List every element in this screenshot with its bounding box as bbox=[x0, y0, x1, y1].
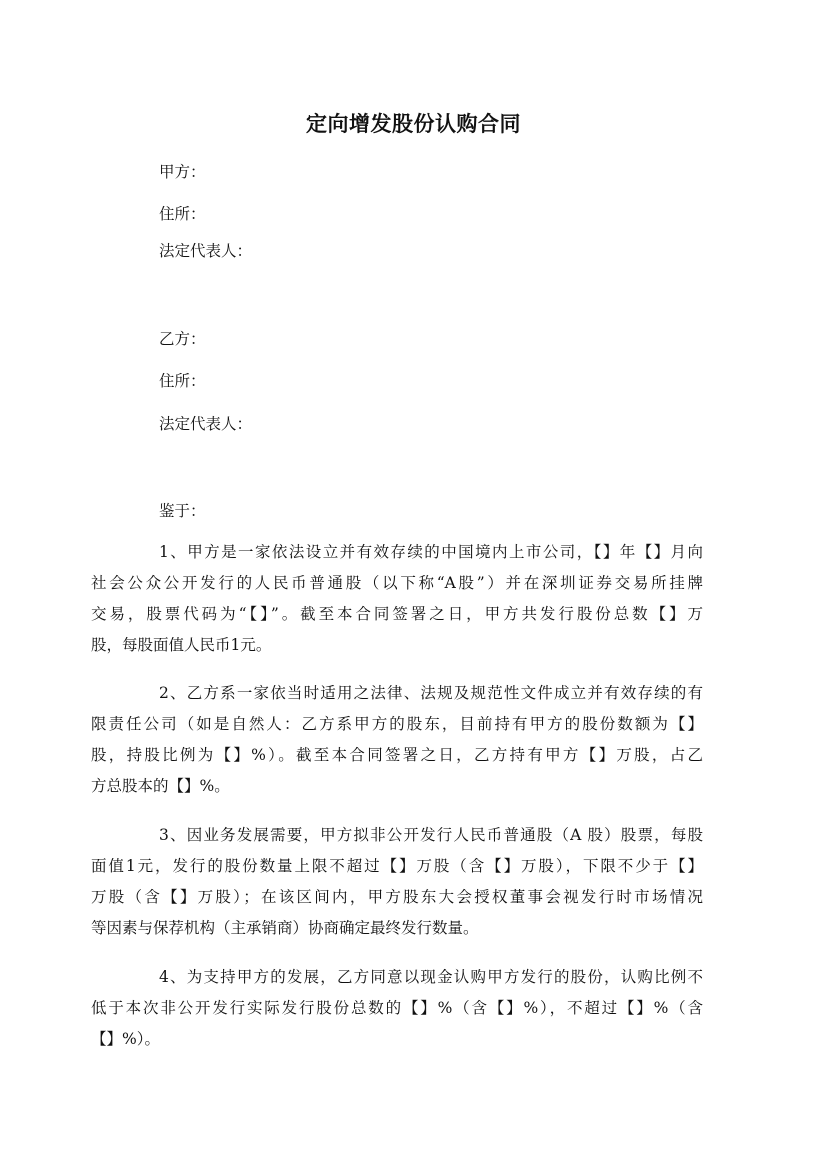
clause-line: 交易，股票代码为“【】”。截至本合同签署之日，甲方共发行股份总数【】万 bbox=[91, 605, 703, 623]
clause-line: 方总股本的【】%。 bbox=[91, 777, 230, 795]
party-a-address-label: 住所： bbox=[159, 205, 206, 223]
clause-line: 面值1元，发行的股份数量上限不超过【】万股（含【】万股），下限不少于【】 bbox=[91, 857, 703, 875]
party-b-address-label: 住所： bbox=[159, 372, 206, 390]
clause-line: 低于本次非公开发行实际发行股份总数的【】%（含【】%），不超过【】%（含 bbox=[91, 999, 703, 1017]
clause-line: 社会公众公开发行的人民币普通股（以下称“A股”）并在深圳证券交易所挂牌 bbox=[91, 574, 703, 592]
clause-line: 万股（含【】万股）；在该区间内，甲方股东大会授权董事会视发行时市场情况 bbox=[91, 888, 703, 906]
clause-3 bbox=[91, 820, 703, 944]
clause-line: 1、甲方是一家依法设立并有效存续的中国境内上市公司，【】年【】月向 bbox=[159, 543, 703, 561]
party-a-representative-label: 法定代表人： bbox=[159, 242, 253, 260]
clause-1 bbox=[91, 537, 703, 661]
party-b-representative-label: 法定代表人： bbox=[159, 415, 253, 433]
whereas-label: 鉴于： bbox=[159, 502, 206, 520]
clause-line: 【】%）。 bbox=[91, 1030, 160, 1048]
clause-line: 2、乙方系一家依当时适用之法律、法规及规范性文件成立并有效存续的有 bbox=[159, 684, 703, 702]
party-a-name-label: 甲方： bbox=[159, 163, 206, 181]
clause-4 bbox=[91, 962, 703, 1055]
clause-line: 股，每股面值人民币1元。 bbox=[91, 636, 272, 654]
document-title: 定向增发股份认购合同 bbox=[306, 111, 521, 136]
clause-line: 4、为支持甲方的发展，乙方同意以现金认购甲方发行的股份，认购比例不 bbox=[159, 968, 703, 986]
clause-2 bbox=[91, 678, 703, 802]
clause-line: 股，持股比例为【】%）。截至本合同签署之日，乙方持有甲方【】万股，占乙 bbox=[91, 746, 703, 764]
clause-line: 等因素与保荐机构（主承销商）协商确定最终发行数量。 bbox=[91, 919, 479, 937]
clause-line: 3、因业务发展需要，甲方拟非公开发行人民币普通股（A 股）股票，每股 bbox=[159, 826, 703, 844]
clause-line: 限责任公司（如是自然人：乙方系甲方的股东，目前持有甲方的股份数额为【】 bbox=[91, 715, 703, 733]
party-b-name-label: 乙方： bbox=[159, 330, 206, 348]
